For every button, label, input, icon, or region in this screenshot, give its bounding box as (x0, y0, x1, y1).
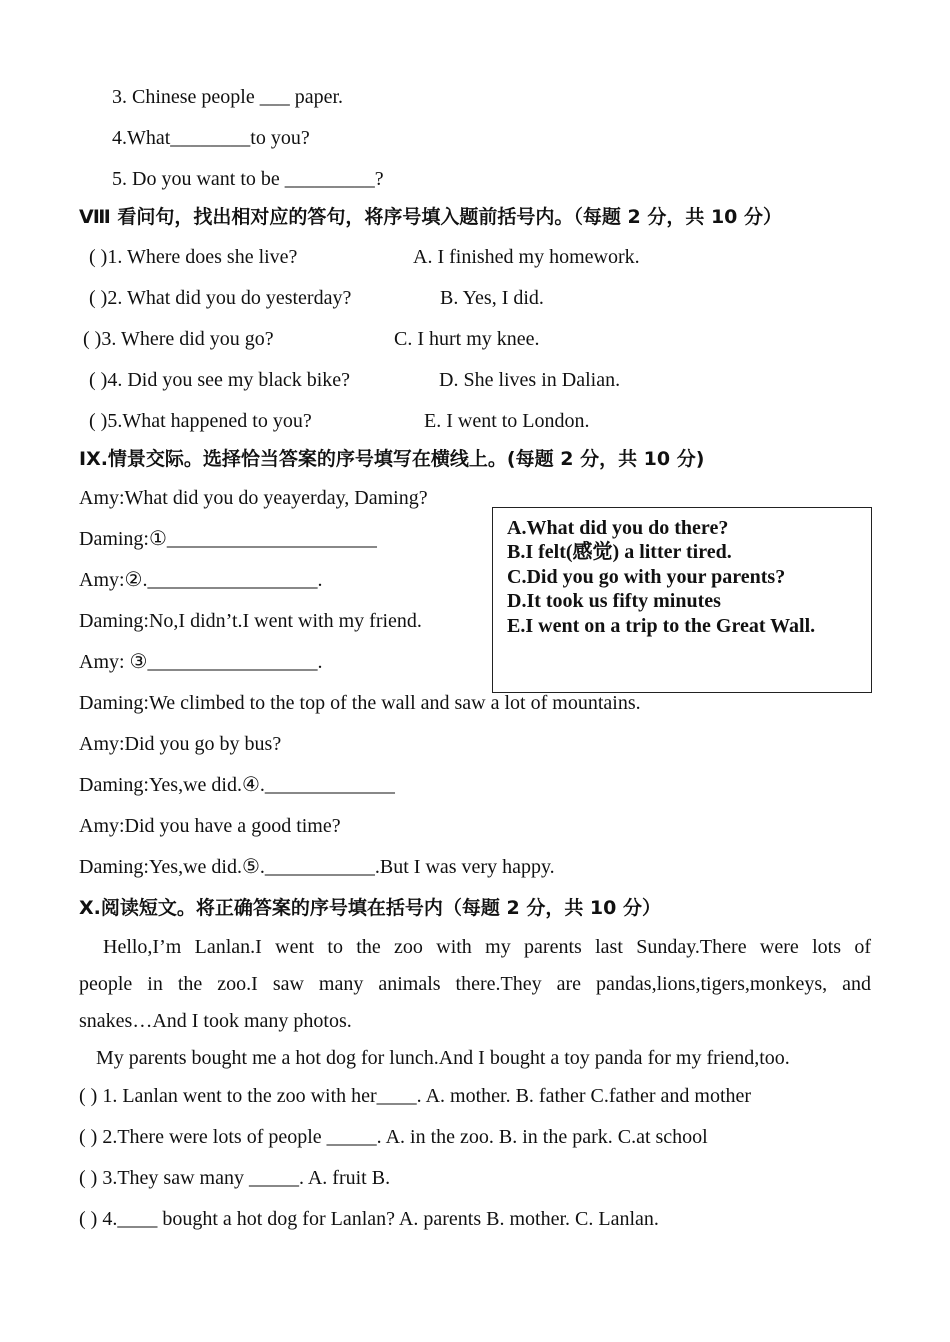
section9-heading: IX.情景交际。选择恰当答案的序号填写在横线上。(每题 2 分，共 10 分) (79, 448, 705, 470)
passage-line-4: My parents bought me a hot dog for lunch.And I bought a toy panda for my friend,too. (96, 1047, 790, 1069)
section8-question-1: ( )1. Where does she live? (89, 246, 298, 268)
section8-question-2: ( )2. What did you do yesterday? (89, 287, 352, 309)
dialogue-line-4: Daming:No,I didn’t.I went with my friend. (79, 610, 422, 632)
dialogue-line-8: Daming:Yes,we did.④._____________ (79, 774, 395, 796)
section8-question-4: ( )4. Did you see my black bike? (89, 369, 351, 391)
option-e: E.I went on a trip to the Great Wall. (507, 615, 816, 637)
dialogue-line-3: Amy:②._________________. (79, 569, 323, 591)
reading-question-3: ( ) 3.They saw many _____. A. fruit B. (79, 1167, 391, 1189)
reading-question-1: ( ) 1. Lanlan went to the zoo with her____. A. mother. B. father C.father and mother (79, 1085, 752, 1107)
passage-line-2: people in the zoo.I saw many animals there.They are pandas,lions,tigers,monkeys, and (79, 973, 871, 995)
dialogue-line-10: Daming:Yes,we did.⑤.___________.But I was very happy. (79, 856, 555, 878)
passage-line-3: snakes…And I took many photos. (79, 1010, 352, 1032)
section8-answer-c: C. I hurt my knee. (394, 328, 540, 350)
dialogue-line-6: Daming:We climbed to the top of the wall and saw a lot of mountains. (79, 692, 641, 714)
dialogue-line-5: Amy: ③_________________. (79, 651, 323, 673)
option-c: C.Did you go with your parents? (507, 566, 786, 588)
fill-line-5: 5. Do you want to be _________? (112, 168, 384, 190)
section8-question-3: ( )3. Where did you go? (83, 328, 274, 350)
dialogue-line-7: Amy:Did you go by bus? (79, 733, 282, 755)
dialogue-line-2: Daming:①_____________________ (79, 528, 377, 550)
reading-question-2: ( ) 2.There were lots of people _____. A. in the zoo. B. in the park. C.at school (79, 1126, 708, 1148)
reading-question-4: ( ) 4.____ bought a hot dog for Lanlan? A. parents B. mother. C. Lanlan. (79, 1208, 659, 1230)
section8-answer-e: E. I went to London. (424, 410, 590, 432)
dialogue-line-9: Amy:Did you have a good time? (79, 815, 341, 837)
option-b: B.I felt(感觉) a litter tired. (507, 541, 732, 563)
dialogue-line-1: Amy:What did you do yeayerday, Daming? (79, 487, 428, 509)
options-box (492, 507, 872, 693)
option-a: A.What did you do there? (507, 517, 729, 539)
passage-line-1: Hello,I’m Lanlan.I went to the zoo with my parents last Sunday.There were lots of (103, 936, 871, 958)
option-d: D.It took us fifty minutes (507, 590, 721, 612)
section8-answer-d: D. She lives in Dalian. (439, 369, 621, 391)
section10-heading: X.阅读短文。将正确答案的序号填在括号内（每题 2 分，共 10 分） (79, 897, 661, 919)
section8-answer-a: A. I finished my homework. (413, 246, 640, 268)
fill-line-4: 4.What________to you? (112, 127, 310, 149)
fill-line-3: 3. Chinese people ___ paper. (112, 86, 344, 108)
section8-heading: Ⅷ 看问句，找出相对应的答句，将序号填入题前括号内。（每题 2 分，共 10 分） (79, 206, 783, 228)
section8-answer-b: B. Yes, I did. (440, 287, 544, 309)
section8-question-5: ( )5.What happened to you? (89, 410, 312, 432)
